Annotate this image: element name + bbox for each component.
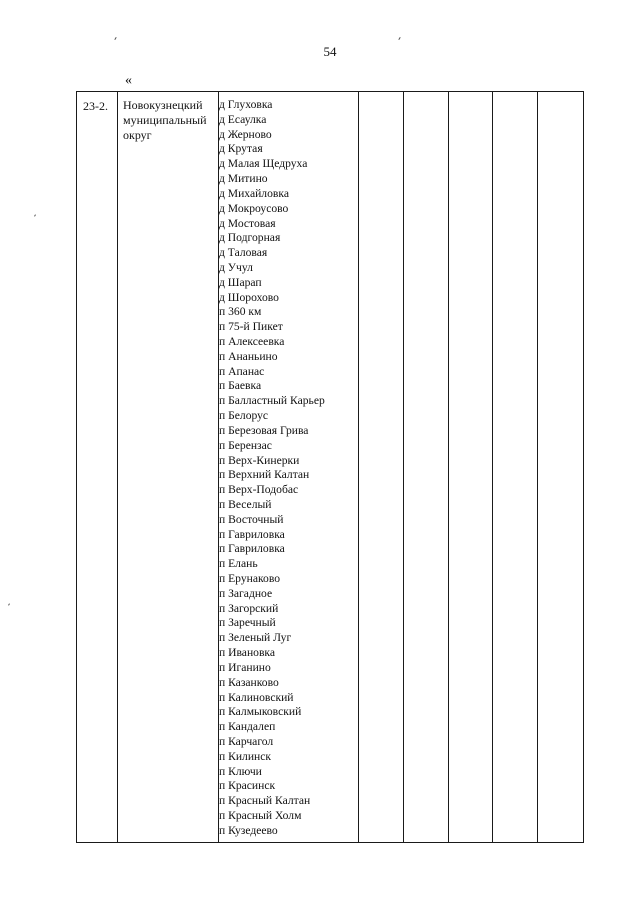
settlement-item: д Малая Щедруха	[219, 157, 308, 171]
settlement-item: д Таловая	[219, 246, 268, 260]
settlement-item: п Восточный	[219, 512, 284, 526]
settlement-item: д Учул	[219, 260, 253, 274]
settlement-item: д Шорохово	[219, 290, 279, 304]
settlement-item: п Веселый	[219, 497, 272, 511]
settlement-item: п Ключи	[219, 764, 262, 778]
settlement-item: п Ивановка	[219, 646, 276, 660]
settlement-item: п Ананьино	[219, 349, 278, 363]
settlement-item: п Елань	[219, 557, 258, 571]
municipality-name: Новокузнецкий муниципальный округ	[123, 98, 207, 142]
empty-cell	[493, 92, 538, 843]
settlements-cell	[219, 92, 359, 843]
open-quote-mark: «	[125, 73, 132, 88]
settlement-item: д Шарап	[219, 275, 262, 289]
scan-speck	[34, 214, 36, 216]
settlement-item: п Иганино	[219, 660, 271, 674]
settlement-item: д Митино	[219, 172, 268, 186]
empty-cell	[538, 92, 584, 843]
settlement-item: п Гавриловка	[219, 542, 285, 556]
settlement-item: д Глуховка	[219, 98, 273, 111]
settlement-item: п Килинск	[219, 749, 272, 763]
settlement-item: д Жерново	[219, 127, 272, 141]
settlement-item: д Есаулка	[219, 112, 267, 126]
row-number-cell	[77, 92, 118, 843]
settlement-item: п Верхний Калтан	[219, 468, 310, 482]
settlement-item: д Мостовая	[219, 216, 276, 230]
settlement-item: п 75-й Пикет	[219, 320, 283, 334]
settlement-item: п Казанково	[219, 675, 279, 689]
empty-cell	[404, 92, 449, 843]
settlement-item: п Загорский	[219, 601, 279, 615]
settlement-item: п Балластный Карьер	[219, 394, 325, 408]
settlement-item: д Михайловка	[219, 186, 289, 200]
settlement-item: п Зеленый Луг	[219, 631, 292, 645]
municipality-cell	[118, 92, 219, 843]
row-number: 23-2.	[83, 99, 108, 113]
settlement-item: п Березовая Грива	[219, 423, 309, 437]
settlement-item: п Берензас	[219, 438, 272, 452]
settlement-item: п Загадное	[219, 586, 273, 600]
settlement-item: п Красинск	[219, 779, 276, 793]
settlement-item: п Алексеевка	[219, 335, 285, 348]
settlement-list	[219, 92, 358, 839]
settlement-item: п Белорус	[219, 409, 269, 423]
settlement-item: п Красный Холм	[219, 809, 302, 822]
table-row	[77, 92, 584, 843]
settlement-item: п Калмыковский	[219, 705, 302, 719]
settlement-item: п Заречный	[219, 616, 276, 630]
scan-speck	[114, 37, 116, 40]
settlement-item: д Подгорная	[219, 231, 281, 245]
settlement-item: п 360 км	[219, 305, 262, 319]
empty-cell	[359, 92, 404, 843]
page-number: 54	[323, 44, 337, 59]
settlement-item: д Крутая	[219, 142, 263, 156]
settlement-item: п Красный Калтан	[219, 794, 311, 808]
settlement-item: п Баевка	[219, 379, 262, 393]
settlement-item: д Мокроусово	[219, 201, 289, 215]
settlements-table	[76, 91, 584, 843]
settlement-item: п Ерунаково	[219, 572, 281, 585]
settlement-item: п Кандалеп	[219, 720, 276, 734]
settlement-item: п Верх-Подобас	[219, 483, 299, 497]
settlement-item: п Калиновский	[219, 690, 294, 704]
settlement-item: п Верх-Кинерки	[219, 453, 300, 467]
settlement-item: п Гавриловка	[219, 527, 285, 541]
scan-speck	[398, 37, 400, 40]
settlement-item: п Карчагол	[219, 734, 274, 748]
scan-speck	[8, 603, 10, 605]
settlement-item: п Апанас	[219, 364, 265, 378]
settlement-item: п Кузедеево	[219, 823, 278, 837]
empty-cell	[449, 92, 493, 843]
